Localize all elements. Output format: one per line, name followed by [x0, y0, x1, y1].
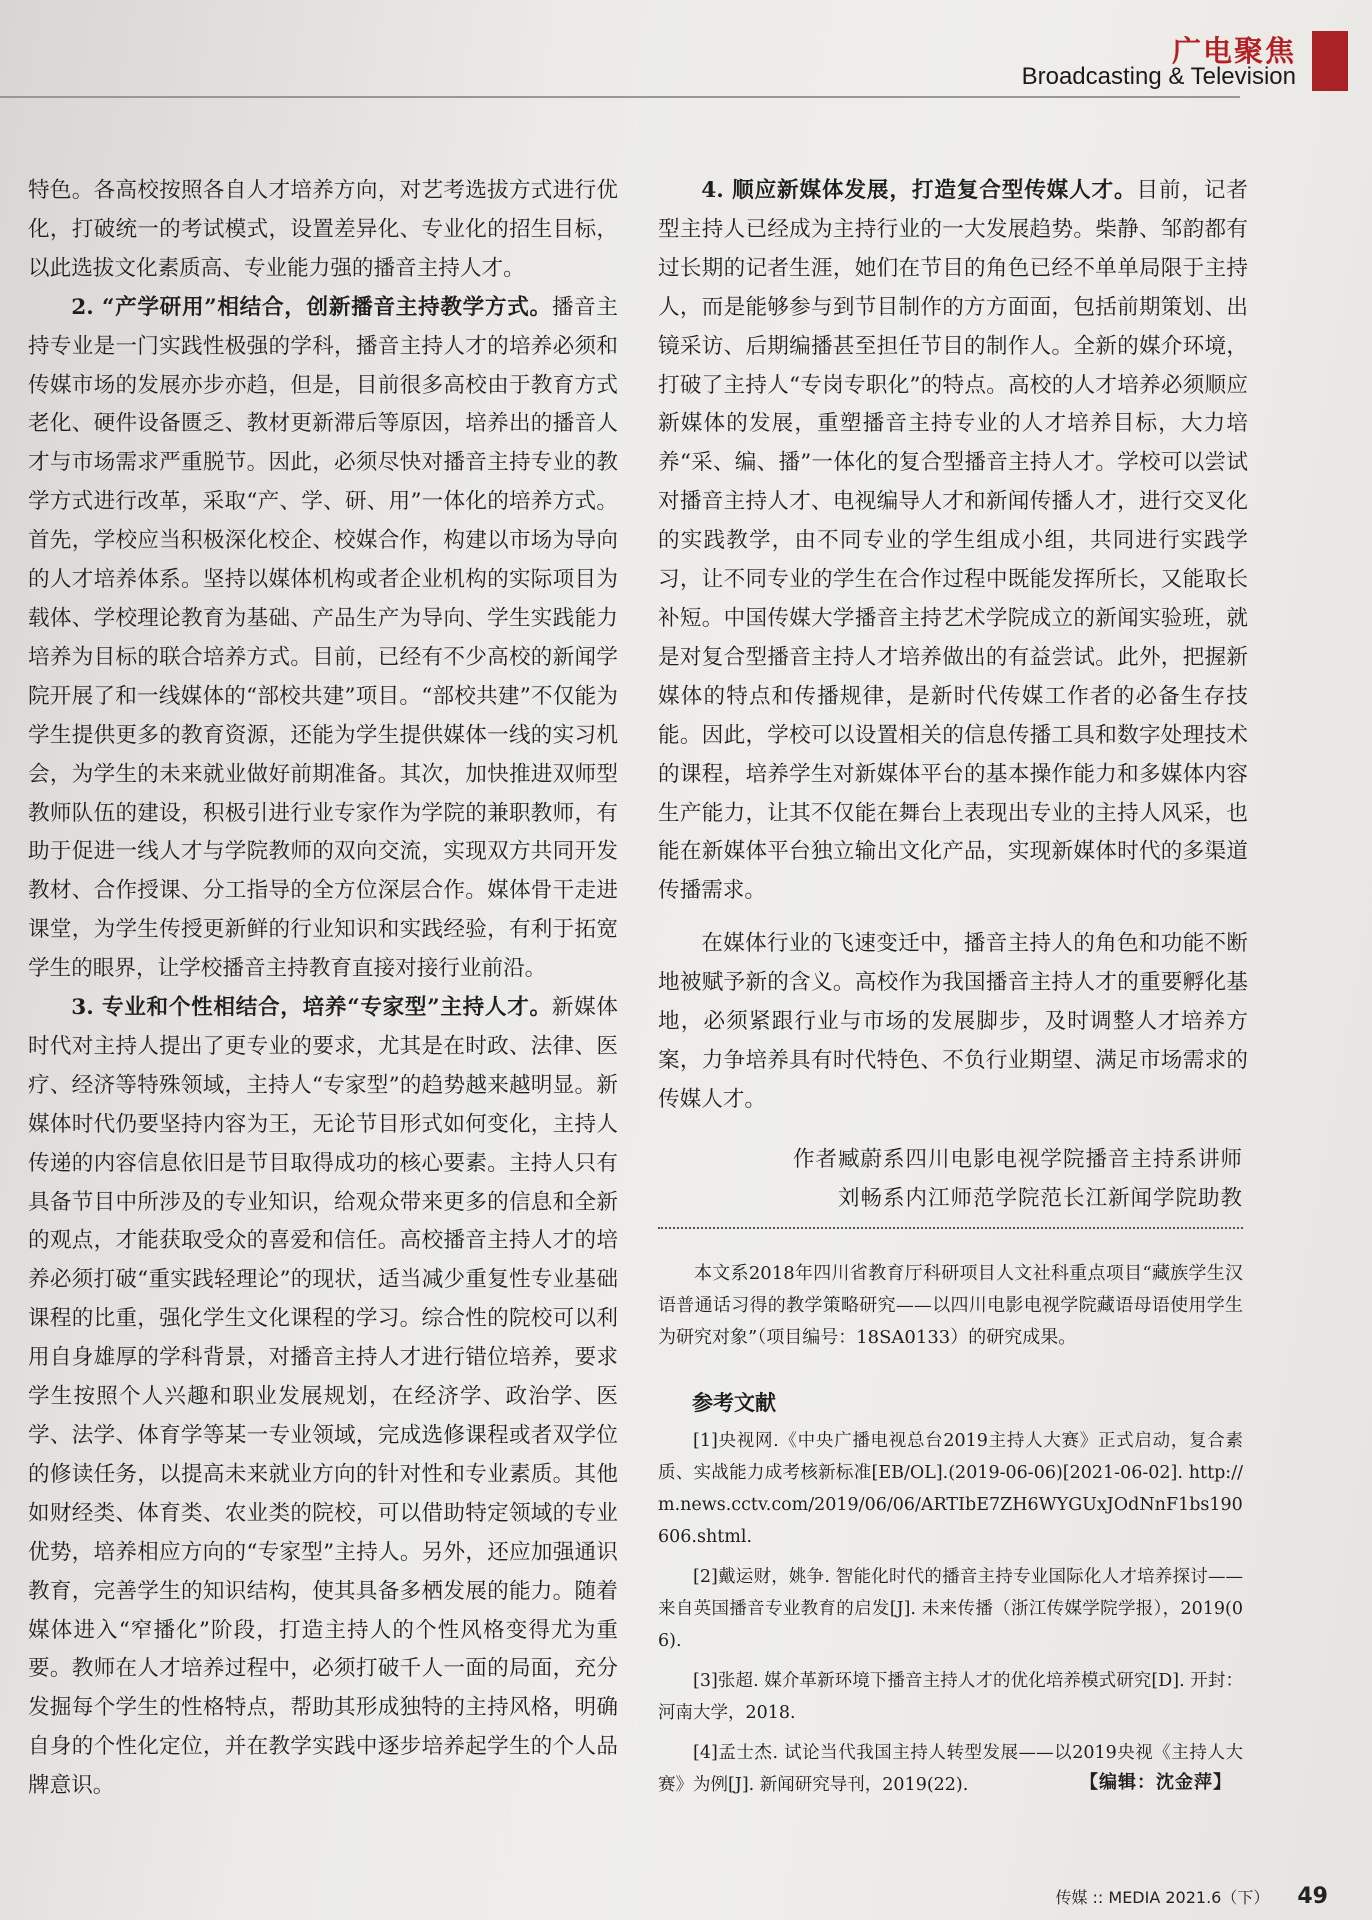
heading-4: 4. 顺应新媒体发展，打造复合型传媒人才。 [701, 178, 1137, 203]
page-number: 49 [1297, 1884, 1328, 1909]
paragraph-2-body: 播音主持专业是一门实践性极强的学科，播音主持人才的培养必须和传媒市场的发展亦步亦趋，但是，目前很多高校由于教育方式老化、硬件设备匮乏、教材更新滞后等原因，培养出的播音人才与市场需求严重脱节。因此，必须尽快对播音主持专业的教学方式进行改革，采取“产、学、研、用”一体化的培养方式。首先，学校应当积极深化校企、校媒合作，构建以市场为导向的人才培养体系。坚持以媒体机构或者企业机构的实际项目为载体、学校理论教育为基础、产品生产为导向、学生实践能力培养为目标的联合培养方式。目前，已经有不少高校的新闻学院开展了和一线媒体的“部校共建”项目。“部校共建”不仅能为学生提供更多的教育资源，还能为学生提供媒体一线的实习机会，为学生的未来就业做好前期准备。其次，加快推进双师型教师队伍的建设，积极引进行业专家作为学院的兼职教师，有助于促进一线人才与学院教师的双向交流，实现双方共同开发教材、合作授课、分工指导的全方位深层合作。媒体骨干走进课堂，为学生传授更新鲜的行业知识和实践经验，有利于拓宽学生的眼界，让学校播音主持教育直接对接行业前沿。 [28, 294, 618, 982]
author-line-1: 作者臧蔚系四川电影电视学院播音主持系讲师 [792, 1147, 1243, 1172]
references [658, 1387, 1243, 1809]
heading-3: 3. 专业和个性相结合，培养“专家型”主持人才。 [71, 995, 552, 1021]
paragraph-3-body: 新媒体时代对主持人提出了更专业的要求，尤其是在时政、法律、医疗、经济等特殊领域，主持人“专家型”的趋势越来越明显。新媒体时代仍要坚持内容为王，无论节目形式如何变化，主持人传递的内容信息依旧是节目取得成功的核心要素。主持人只有具备节目中所涉及的专业知识，给观众带来更多的信息和全新的观点，才能获取受众的喜爱和信任。高校播音主持人才的培养必须打破“重实践轻理论”的现状，适当减少重复性专业基础课程的比重，强化学生文化课程的学习。综合性的院校可以利用自身雄厚的学科背景，对播音主持人才进行错位培养，要求学生按照个人兴趣和职业发展规划，在经济学、政治学、医学、法学、体育学等某一专业领域，完成选修课程或者双学位的修读任务，以提高未来就业方向的针对性和专业素质。其他如财经类、体育类、农业类的院校，可以借助特定领域的专业优势，培养相应方向的“专家型”主持人。另外，还应加强通识教育，完善学生的知识结构，使其具备多栖发展的能力。随着媒体进入“窄播化”阶段，打造主持人的个性风格变得尤为重要。教师在人才培养过程中，必须打破千人一面的局面，充分发掘每个学生的性格特点，帮助其形成独特的主持风格，明确自身的个性化定位，并在教学实践中逐步培养起学生的个人品牌意识。 [28, 995, 618, 1799]
author-info [658, 1140, 1243, 1218]
paragraph-4-body: 目前，记者型主持人已经成为主持行业的一大发展趋势。柴静、邹韵都有过长期的记者生涯，她们在节目的角色已经不单单局限于主持人，而是能够参与到节目制作的方方面面，包括前期策划、出镜采访、后期编播甚至担任节目的制作人。全新的媒介环境，打破了主持人“专岗专职化”的特点。高校的人才培养必须顺应新媒体的发展，重塑播音主持专业的人才培养目标，大力培养“采、编、播”一体化的复合型播音主持人才。学校可以尝试对播音主持人才、电视编导人才和新闻传播人才，进行交叉化的实践教学，由不同专业的学生组成小组，共同进行实践学习，让不同专业的学生在合作过程中既能发挥所长，又能取长补短。中国传媒大学播音主持艺术学院成立的新闻实验班，就是对复合型播音主持人才培养做出的有益尝试。此外，把握新媒体的特点和传播规律，是新时代传媒工作者的必备生存技能。因此，学校可以设置相关的信息传播工具和数字处理技术的课程，培养学生对新媒体平台的基本操作能力和多媒体内容生产能力，让其不仅能在舞台上表现出专业的主持人风采，也能在新媒体平台独立输出文化产品，实现新媒体时代的多渠道传播需求。 [658, 178, 1248, 904]
page-footer [1055, 1884, 1328, 1909]
journal-name: 传媒 :: MEDIA 2021.6（下） [1055, 1888, 1270, 1907]
reference-item: [1]央视网.《中央广播电视总台2019主持人大赛》正式启动，复合素质、实战能力成考核新标准[EB/OL].(2019-06-06)[2021-06-02]. http://m.news.cctv.com/2019/06/06/ARTIbE7ZH6WYGUxJOdNnF1bs190606.shtml. [658, 1431, 1243, 1547]
section-header [1008, 25, 1348, 95]
paragraph-2 [28, 289, 618, 989]
paragraph-3 [28, 989, 618, 1806]
header-red-block [1312, 31, 1348, 91]
reference-item: [3]张超. 媒介革新环境下播音主持人才的优化培养模式研究[D]. 开封：河南大学，2018. [658, 1671, 1243, 1723]
paragraph-4 [658, 172, 1248, 911]
paragraph-1: 特色。各高校按照各自人才培养方向，对艺考选拔方式进行优化，打破统一的考试模式，设置差异化、专业化的招生目标，以此选拔文化素质高、专业能力强的播音主持人才。 [28, 178, 618, 281]
funding-note: 本文系2018年四川省教育厅科研项目人文社科重点项目“藏族学生汉语普通话习得的教学策略研究——以四川电影电视学院藏语母语使用学生为研究对象”（项目编号：18SA0133）的研究成果。 [658, 1263, 1243, 1348]
left-column [28, 172, 618, 1806]
author-line-2: 刘畅系内江师范学院范长江新闻学院助教 [837, 1186, 1243, 1211]
dotted-divider [658, 1227, 1243, 1229]
section-title-cn: 广电聚焦 [1171, 34, 1296, 68]
editor-credit: 【编辑：沈金萍】 [1080, 1772, 1232, 1793]
heading-2: 2. “产学研用”相结合，创新播音主持教学方式。 [71, 294, 552, 320]
section-title-en: Broadcasting & Television [1021, 63, 1296, 90]
reference-item: [4]孟士杰. 试论当代我国主持人转型发展——以2019央视《主持人大赛》为例[J]. 新闻研究导刊，2019(22). [658, 1743, 1243, 1795]
header-rule [0, 96, 1240, 98]
reference-item: [2]戴运财，姚争. 智能化时代的播音主持专业国际化人才培养探讨——来自英国播音专业教育的启发[J]. 未来传播（浙江传媒学院学报），2019(06). [658, 1567, 1243, 1651]
conclusion-paragraph: 在媒体行业的飞速变迁中，播音主持人的角色和功能不断地被赋予新的含义。高校作为我国播音主持人才的重要孵化基地，必须紧跟行业与市场的发展脚步，及时调整人才培养方案，力争培养具有时代特色、不负行业期望、满足市场需求的传媒人才。 [658, 931, 1248, 1112]
right-column [658, 172, 1248, 1120]
references-title: 参考文献 [692, 1391, 776, 1415]
